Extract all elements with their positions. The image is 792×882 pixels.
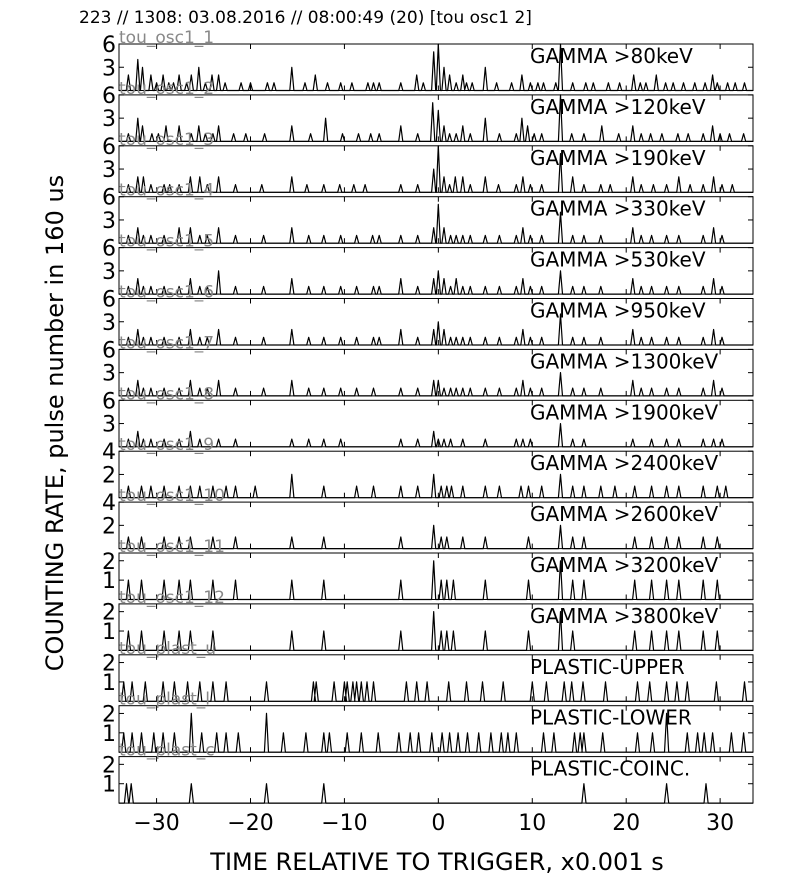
y-tick-label: 1: [102, 772, 116, 798]
panel-title: GAMMA >330keV: [530, 196, 706, 221]
panel-title: GAMMA >3800keV: [530, 603, 719, 628]
panel-title: GAMMA >1900keV: [530, 400, 719, 425]
panel-title: GAMMA >80keV: [530, 44, 693, 68]
channel-label: tou_osc1_2: [119, 78, 215, 99]
y-tick-label: 2: [102, 463, 116, 489]
channel-label: tou_osc1_9: [119, 435, 215, 456]
y-tick-label: 1: [102, 620, 116, 646]
y-tick-label: 1: [102, 670, 116, 696]
series-line: [119, 682, 753, 701]
panel-title: GAMMA >950keV: [530, 298, 706, 323]
panel-title: GAMMA >1300keV: [530, 349, 719, 374]
y-tick-label: 3: [102, 107, 116, 133]
channel-label: tou_osc1_7: [119, 333, 215, 354]
y-tick-label: 6: [102, 338, 116, 364]
y-tick-label: 6: [102, 83, 116, 109]
x-tick-label: 10: [518, 811, 547, 837]
channel-label: tou_osc1_1: [119, 28, 215, 48]
x-tick-label: −20: [227, 811, 274, 837]
channel-label: tou_osc1_5: [119, 231, 215, 252]
y-tick-label: 6: [102, 287, 116, 313]
y-tick-label: 3: [102, 310, 116, 336]
y-tick-label: 1: [102, 721, 116, 747]
y-axis-label-text: COUNTING RATE, pulse number in 160 us: [41, 174, 69, 672]
y-tick-label: 6: [102, 236, 116, 262]
channel-label: tou_osc1_11: [119, 537, 225, 557]
x-tick-label: 20: [612, 811, 641, 837]
y-tick-label: 6: [102, 33, 116, 58]
header-title: 223 // 1308: 03.08.2016 // 08:00:49 (20) [tou osc1 2]: [79, 8, 532, 28]
panel-title: GAMMA >2600keV: [530, 502, 719, 527]
y-tick-label: 3: [102, 361, 116, 387]
y-tick-label: 4: [102, 491, 116, 517]
x-tick-label: −30: [133, 811, 180, 837]
y-tick-label: 6: [102, 134, 116, 160]
panel-15: [102, 741, 753, 804]
channel-label: tou_osc1_10: [119, 486, 225, 507]
y-tick-label: 3: [102, 56, 116, 82]
channel-label: tou_plast_c: [119, 740, 215, 761]
channel-label: tou_osc1_12: [119, 587, 225, 608]
y-tick-label: 4: [102, 440, 116, 466]
y-tick-label: 6: [102, 389, 116, 415]
series-line: [119, 271, 753, 294]
y-tick-label: 3: [102, 158, 116, 184]
panel-title: GAMMA >3200keV: [530, 553, 719, 577]
series-line: [119, 424, 753, 447]
panel-title: GAMMA >190keV: [530, 145, 706, 170]
y-tick-label: 1: [102, 569, 116, 595]
channel-label: tou_plast_l: [119, 689, 211, 710]
channel-label: tou_osc1_4: [119, 180, 215, 201]
panel-title: PLASTIC-UPPER: [530, 654, 685, 679]
y-tick-label: 2: [102, 600, 116, 626]
y-tick-label: 2: [102, 753, 116, 779]
panel-title: GAMMA >2400keV: [530, 451, 719, 476]
y-tick-label: 2: [102, 702, 116, 728]
panel-title: GAMMA >530keV: [530, 247, 706, 272]
series-line: [119, 373, 753, 396]
channel-label: tou_plast_u: [119, 638, 217, 659]
channel-label: tou_osc1_8: [119, 384, 215, 405]
x-axis-label: TIME RELATIVE TO TRIGGER, x0.001 s: [210, 848, 664, 876]
y-tick-label: 3: [102, 208, 116, 234]
panel-title: PLASTIC-LOWER: [530, 705, 692, 730]
x-tick-label: 0: [431, 811, 446, 837]
x-tick-label: 30: [706, 811, 735, 837]
y-tick-label: 2: [102, 514, 116, 540]
channel-label: tou_osc1_6: [119, 282, 215, 303]
y-tick-label: 3: [102, 412, 116, 438]
channel-label: tou_osc1_3: [119, 129, 215, 150]
y-tick-label: 6: [102, 185, 116, 211]
series-line: [119, 784, 753, 803]
y-tick-label: 2: [102, 549, 116, 575]
y-tick-label: 3: [102, 259, 116, 285]
x-tick-label: −10: [321, 811, 368, 837]
panel-title: GAMMA >120keV: [530, 94, 706, 119]
panel-title: PLASTIC-COINC.: [530, 756, 691, 781]
y-tick-label: 2: [102, 651, 116, 677]
